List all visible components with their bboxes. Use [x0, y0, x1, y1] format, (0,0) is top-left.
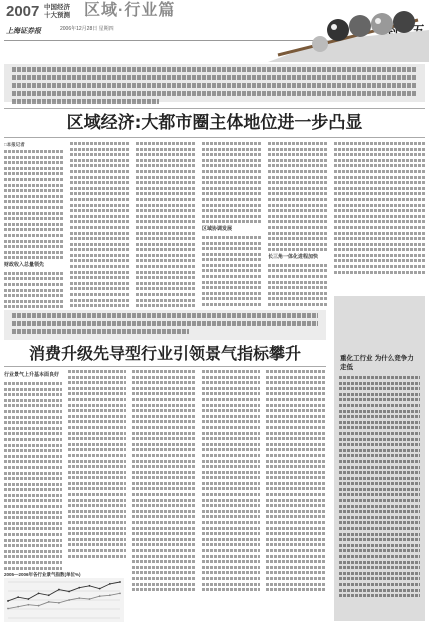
article-column: [132, 370, 196, 594]
article-column: [268, 142, 328, 309]
chart-point: [27, 604, 29, 606]
subheading: 长三角一体化进程加快: [268, 253, 319, 260]
chart-point: [48, 601, 50, 603]
newspaper-masthead: 上海证券报: [6, 26, 41, 35]
chart-caption: 2005—2006年各行业景气指数(单位%): [4, 572, 81, 577]
subheading: 区域协调发展: [202, 225, 233, 232]
byline: □本报记者: [4, 142, 25, 147]
chart-point: [99, 588, 101, 590]
sidebar-title: 重化工行业 为什么竞争力走低: [340, 354, 414, 371]
article-headline: 区域经济:大都市圈主体地位进一步凸显: [66, 113, 363, 133]
lead-summary-box: [4, 64, 425, 102]
issue-date: 2006年12月28日 星期四: [60, 26, 114, 32]
article-intro-box: [4, 310, 326, 340]
chart-point: [109, 594, 111, 596]
chart-point: [78, 597, 80, 599]
billiard-balls-image: [268, 0, 429, 62]
divider: [4, 137, 425, 138]
chart-point: [99, 595, 101, 597]
chart-point: [119, 592, 121, 594]
chart-point: [89, 585, 91, 587]
edition-kicker: 中国经济 十大预测: [44, 4, 70, 19]
article-column: [68, 370, 126, 560]
subheading: 财政收入总量领先: [4, 261, 45, 268]
chart-point: [48, 594, 50, 596]
chart-point: [7, 608, 9, 610]
sidebar-body: [339, 376, 420, 600]
article-column: [4, 142, 64, 322]
article-column: [202, 142, 262, 309]
article-column: [136, 142, 196, 310]
edition-year: 2007: [6, 3, 40, 20]
divider: [4, 108, 425, 109]
chart-point: [68, 599, 70, 601]
section-title: 区域·行业篇: [84, 2, 176, 19]
article-headline: 消费升级先导型行业引领景气指标攀升: [28, 344, 301, 363]
chart-point: [109, 583, 111, 585]
article-column: [4, 370, 62, 572]
chart-point: [119, 581, 121, 583]
chart-point: [89, 598, 91, 600]
chart-point: [38, 592, 40, 594]
chart-point: [58, 602, 60, 604]
chart-point: [27, 598, 29, 600]
article-column: [266, 370, 326, 594]
chart-point: [17, 606, 19, 608]
chart-point: [68, 591, 70, 593]
chart-point: [17, 596, 19, 598]
sidebar-commentary: [334, 296, 425, 621]
article-column: [202, 370, 260, 594]
chart-point: [78, 587, 80, 589]
chart-point: [38, 605, 40, 607]
subheading: 行业景气上升基本面良好: [4, 372, 60, 378]
article-column: [334, 142, 425, 276]
divider: [4, 366, 326, 367]
chart-point: [7, 600, 9, 602]
industry-index-chart: [4, 578, 124, 622]
article-column: [70, 142, 130, 310]
chart-point: [58, 589, 60, 591]
